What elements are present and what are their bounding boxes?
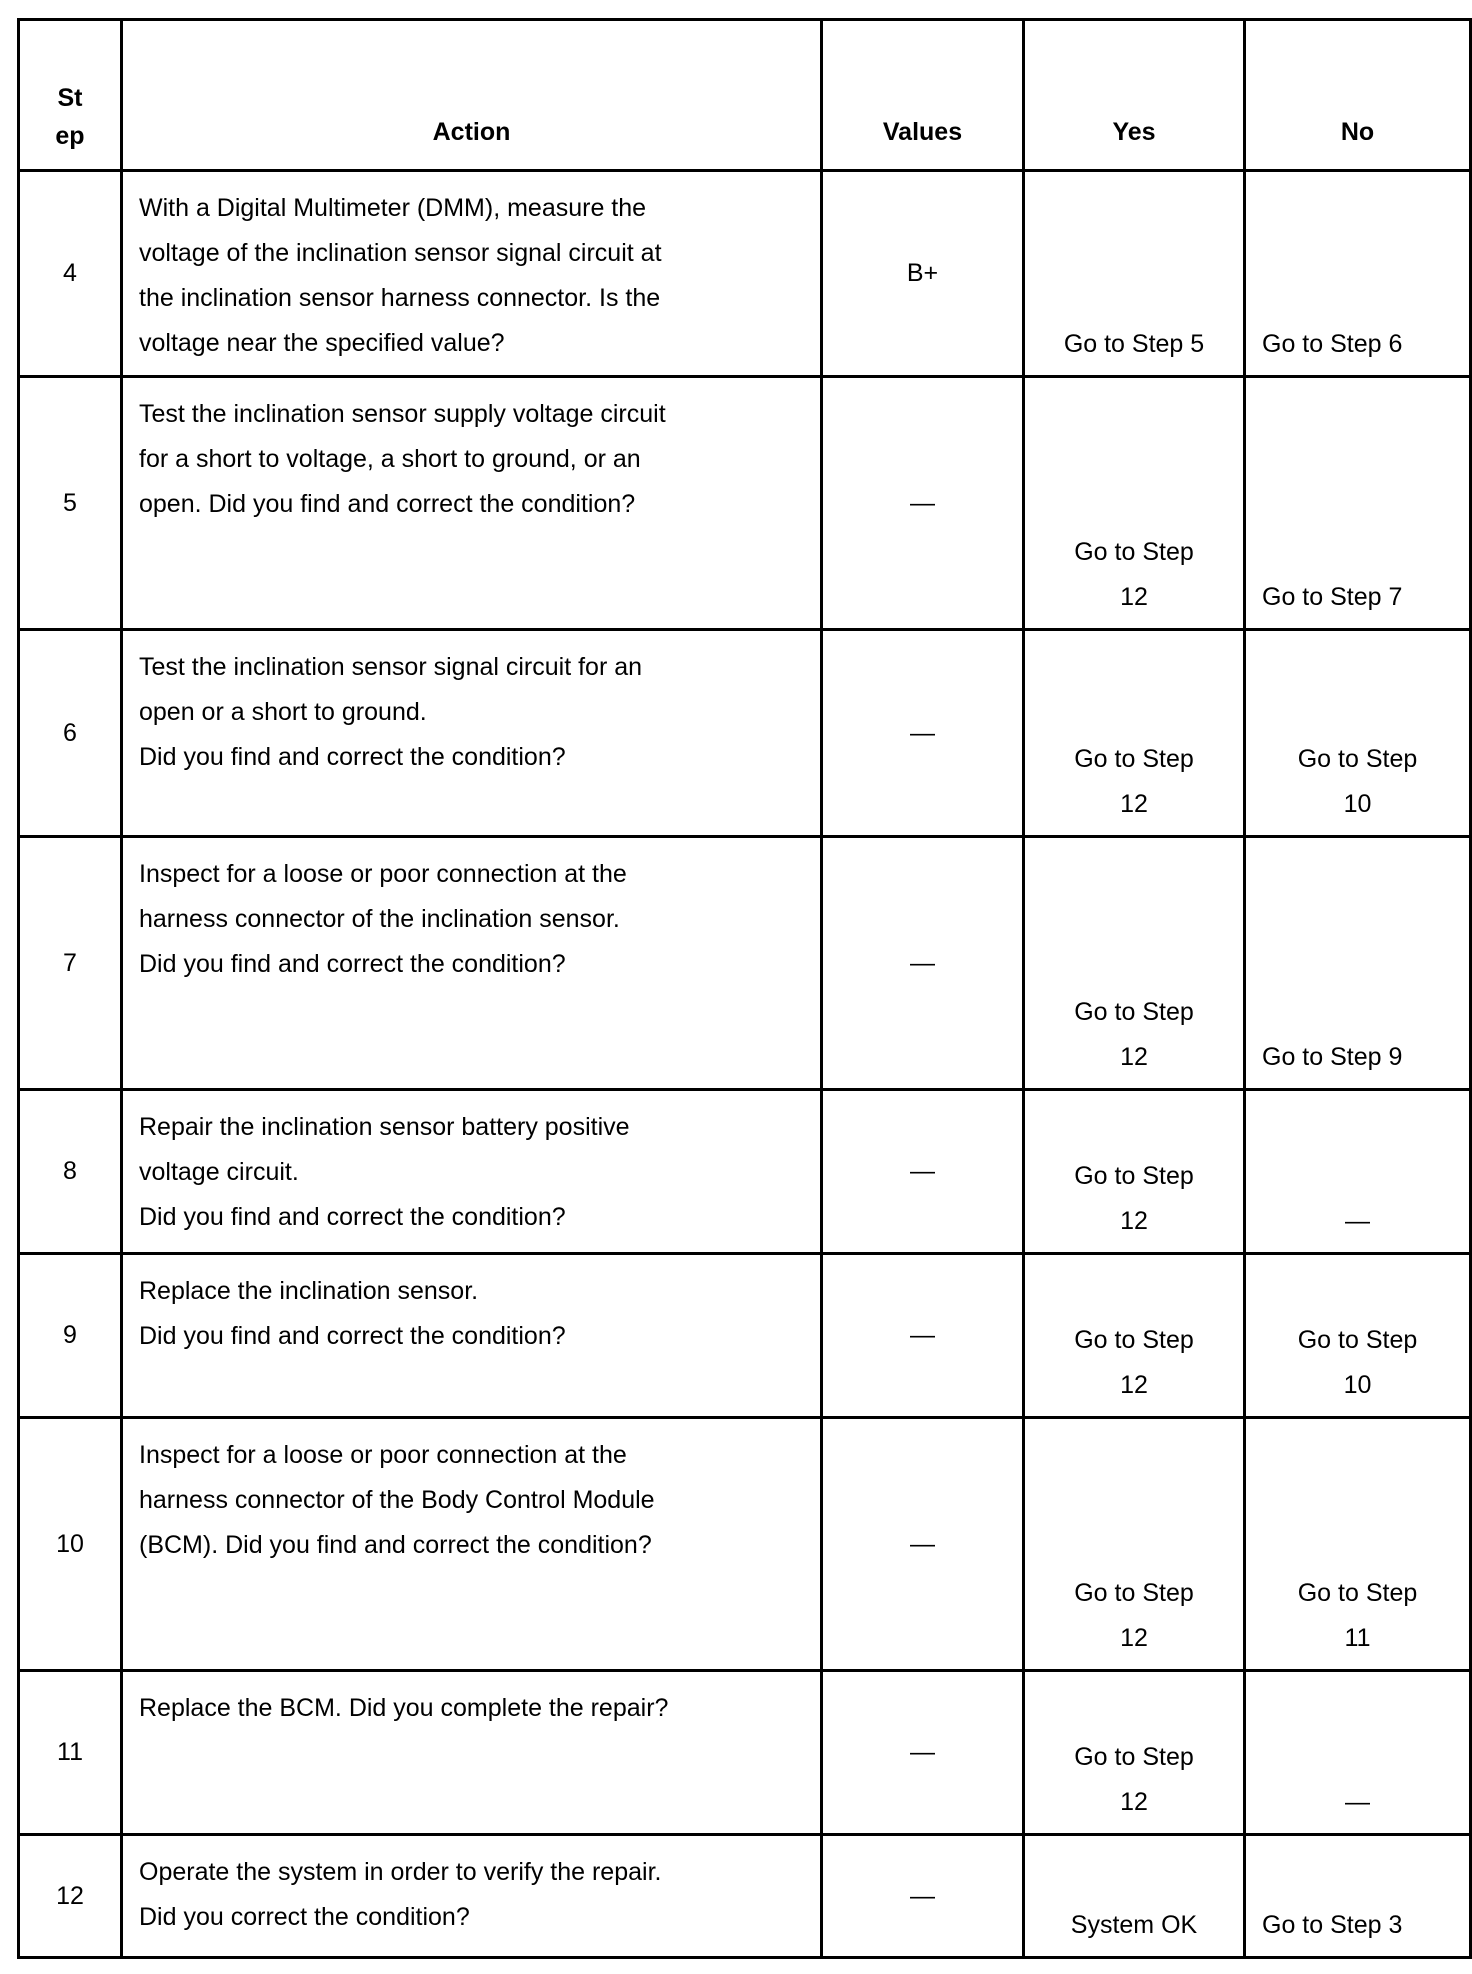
action-cell: Operate the system in order to verify the repair. Did you correct the condition? — [122, 1835, 822, 1958]
action-cell: Replace the BCM. Did you complete the repair? — [122, 1671, 822, 1835]
step-cell: 11 — [19, 1671, 122, 1835]
table-row — [19, 1090, 1471, 1254]
action-cell: Replace the inclination sensor. Did you find and correct the condition? — [122, 1254, 822, 1418]
step-cell: 8 — [19, 1090, 122, 1254]
header-no: No — [1245, 20, 1471, 171]
no-cell: Go to Step 10 — [1245, 630, 1471, 837]
values-cell: — — [822, 1254, 1024, 1418]
header-values: Values — [822, 20, 1024, 171]
no-cell: Go to Step 11 — [1245, 1418, 1471, 1671]
no-cell: Go to Step 10 — [1245, 1254, 1471, 1418]
action-cell: Repair the inclination sensor battery positive voltage circuit. Did you find and correct the condition? — [122, 1090, 822, 1254]
no-cell: Go to Step 7 — [1245, 377, 1471, 630]
values-cell: — — [822, 837, 1024, 1090]
diagnostic-table — [17, 18, 1472, 1959]
step-cell: 12 — [19, 1835, 122, 1958]
yes-cell: Go to Step 12 — [1024, 1090, 1245, 1254]
table-row — [19, 1671, 1471, 1835]
step-cell: 9 — [19, 1254, 122, 1418]
values-cell: — — [822, 630, 1024, 837]
table-row — [19, 1254, 1471, 1418]
action-cell: Inspect for a loose or poor connection at the harness connector of the inclination sensor. Did you find and correct the condition? — [122, 837, 822, 1090]
step-cell: 6 — [19, 630, 122, 837]
action-cell: Test the inclination sensor supply voltage circuit for a short to voltage, a short to ground, or an open. Did you find and correct the condition? — [122, 377, 822, 630]
step-cell: 10 — [19, 1418, 122, 1671]
values-cell: — — [822, 377, 1024, 630]
header-yes: Yes — [1024, 20, 1245, 171]
values-cell: B+ — [822, 171, 1024, 377]
yes-cell: Go to Step 12 — [1024, 377, 1245, 630]
action-cell: Inspect for a loose or poor connection at the harness connector of the Body Control Module (BCM). Did you find and correct the condition? — [122, 1418, 822, 1671]
action-cell: With a Digital Multimeter (DMM), measure the voltage of the inclination sensor signal circuit at the inclination sensor harness connector. Is the voltage near the specified value? — [122, 171, 822, 377]
values-cell: — — [822, 1090, 1024, 1254]
header-step: St ep — [19, 20, 122, 171]
step-cell: 5 — [19, 377, 122, 630]
table-row — [19, 1835, 1471, 1958]
table-row — [19, 837, 1471, 1090]
yes-cell: Go to Step 12 — [1024, 630, 1245, 837]
table-row — [19, 1418, 1471, 1671]
no-cell: Go to Step 9 — [1245, 837, 1471, 1090]
step-cell: 7 — [19, 837, 122, 1090]
yes-cell: Go to Step 12 — [1024, 837, 1245, 1090]
values-cell: — — [822, 1671, 1024, 1835]
yes-cell: Go to Step 12 — [1024, 1671, 1245, 1835]
step-cell: 4 — [19, 171, 122, 377]
values-cell: — — [822, 1418, 1024, 1671]
yes-cell: System OK — [1024, 1835, 1245, 1958]
header-action: Action — [122, 20, 822, 171]
yes-cell: Go to Step 5 — [1024, 171, 1245, 377]
no-cell: Go to Step 3 — [1245, 1835, 1471, 1958]
no-cell: Go to Step 6 — [1245, 171, 1471, 377]
header-row — [19, 20, 1471, 171]
table-row — [19, 377, 1471, 630]
table-row — [19, 171, 1471, 377]
values-cell: — — [822, 1835, 1024, 1958]
table-row — [19, 630, 1471, 837]
no-cell: — — [1245, 1671, 1471, 1835]
no-cell: — — [1245, 1090, 1471, 1254]
yes-cell: Go to Step 12 — [1024, 1254, 1245, 1418]
action-cell: Test the inclination sensor signal circuit for an open or a short to ground. Did you find and correct the condition? — [122, 630, 822, 837]
yes-cell: Go to Step 12 — [1024, 1418, 1245, 1671]
